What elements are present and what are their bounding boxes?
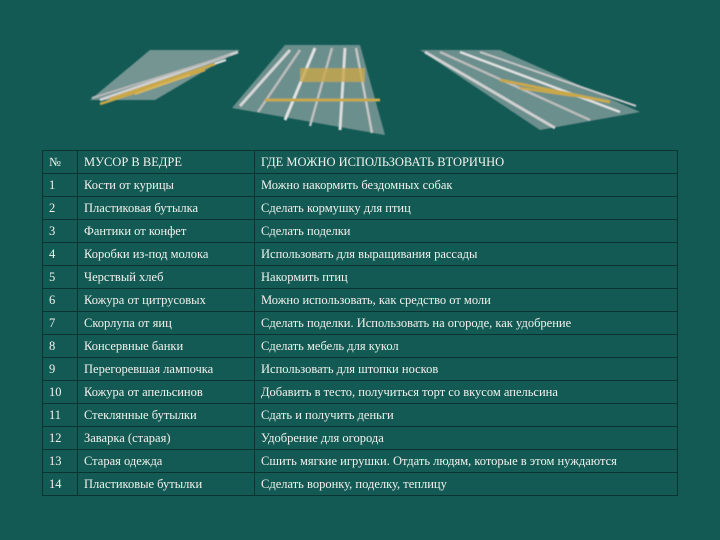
row-reuse: Добавить в тесто, получиться торт со вкусом апельсина	[255, 381, 678, 404]
row-number: 12	[43, 427, 78, 450]
row-trash-item: Кости от курицы	[78, 174, 255, 197]
row-number: 7	[43, 312, 78, 335]
row-number: 6	[43, 289, 78, 312]
row-reuse: Сделать поделки	[255, 220, 678, 243]
row-trash-item: Кожура от цитрусовых	[78, 289, 255, 312]
wordart-right-block	[420, 50, 640, 130]
table-row	[43, 197, 678, 220]
row-reuse: Можно использовать, как средство от моли	[255, 289, 678, 312]
row-number: 11	[43, 404, 78, 427]
row-reuse: Можно накормить бездомных собак	[255, 174, 678, 197]
table-row	[43, 427, 678, 450]
row-trash-item: Консервные банки	[78, 335, 255, 358]
row-trash-item: Старая одежда	[78, 450, 255, 473]
row-reuse: Сделать воронку, поделку, теплицу	[255, 473, 678, 496]
row-reuse: Сделать мебель для кукол	[255, 335, 678, 358]
row-number: 5	[43, 266, 78, 289]
table-row	[43, 473, 678, 496]
recycling-table-body	[43, 151, 678, 496]
row-trash-item: Коробки из-под молока	[78, 243, 255, 266]
row-trash-item: Заварка (старая)	[78, 427, 255, 450]
row-reuse: Накормить птиц	[255, 266, 678, 289]
table-row	[43, 404, 678, 427]
row-reuse: Сдать и получить деньги	[255, 404, 678, 427]
table-header-row	[43, 151, 678, 174]
row-number: 8	[43, 335, 78, 358]
header-reuse: ГДЕ МОЖНО ИСПОЛЬЗОВАТЬ ВТОРИЧНО	[255, 151, 678, 174]
row-reuse: Удобрение для огорода	[255, 427, 678, 450]
row-reuse: Использовать для выращивания рассады	[255, 243, 678, 266]
table-row	[43, 450, 678, 473]
table-row	[43, 266, 678, 289]
table-row	[43, 381, 678, 404]
row-reuse: Сшить мягкие игрушки. Отдать людям, которые в этом нуждаются	[255, 450, 678, 473]
header-number: №	[43, 151, 78, 174]
row-number: 10	[43, 381, 78, 404]
table-row	[43, 243, 678, 266]
wordart-left-block	[90, 50, 240, 104]
row-trash-item: Черствый хлеб	[78, 266, 255, 289]
row-trash-item: Перегоревшая лампочка	[78, 358, 255, 381]
table-row	[43, 312, 678, 335]
table-row	[43, 174, 678, 197]
table-row	[43, 335, 678, 358]
title-wordart	[0, 0, 720, 150]
table-row	[43, 220, 678, 243]
row-trash-item: Пластиковая бутылка	[78, 197, 255, 220]
header-trash: МУСОР В ВЕДРЕ	[78, 151, 255, 174]
row-reuse: Использовать для штопки носков	[255, 358, 678, 381]
row-trash-item: Фантики от конфет	[78, 220, 255, 243]
row-reuse: Сделать кормушку для птиц	[255, 197, 678, 220]
row-number: 2	[43, 197, 78, 220]
row-number: 3	[43, 220, 78, 243]
row-trash-item: Стеклянные бутылки	[78, 404, 255, 427]
row-number: 14	[43, 473, 78, 496]
row-trash-item: Кожура от апельсинов	[78, 381, 255, 404]
row-number: 13	[43, 450, 78, 473]
row-number: 4	[43, 243, 78, 266]
row-number: 9	[43, 358, 78, 381]
row-number: 1	[43, 174, 78, 197]
row-trash-item: Скорлупа от яиц	[78, 312, 255, 335]
row-trash-item: Пластиковые бутылки	[78, 473, 255, 496]
table-row	[43, 289, 678, 312]
table-row	[43, 358, 678, 381]
row-reuse: Сделать поделки. Использовать на огороде, как удобрение	[255, 312, 678, 335]
wordart-middle-block	[232, 45, 385, 135]
recycling-table	[42, 150, 678, 496]
